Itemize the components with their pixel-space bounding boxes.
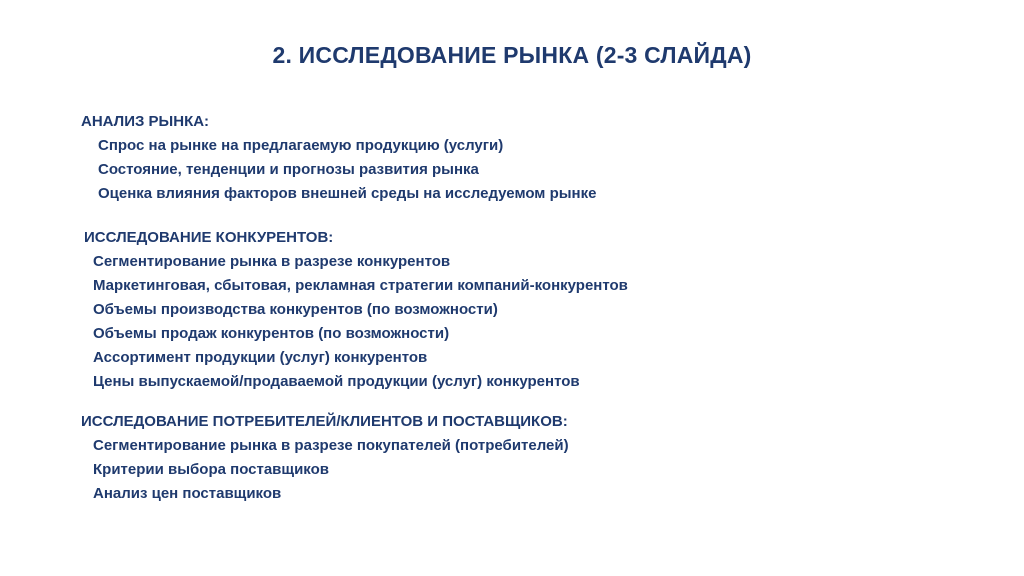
list-item: Цены выпускаемой/продаваемой продукции (услуг) конкурентов (93, 373, 580, 390)
list-item: Объемы продаж конкурентов (по возможности) (93, 325, 450, 342)
section-market-analysis (81, 110, 596, 206)
slide-title: 2. ИССЛЕДОВАНИЕ РЫНКА (2-3 СЛАЙДА) (272, 42, 752, 68)
section-heading: ИССЛЕДОВАНИЕ КОНКУРЕНТОВ: (84, 229, 334, 246)
list-item: Ассортимент продукции (услуг) конкурентов (93, 349, 428, 366)
list-item: Объемы производства конкурентов (по возможности) (93, 301, 498, 318)
list-item: Сегментирование рынка в разрезе конкурентов (93, 253, 451, 270)
section-consumer-supplier-research (81, 410, 569, 506)
list-item: Критерии выбора поставщиков (93, 461, 329, 478)
list-item: Оценка влияния факторов внешней среды на исследуемом рынке (98, 185, 597, 202)
item-list (84, 250, 628, 394)
list-item: Спрос на рынке на предлагаемую продукцию (услуги) (98, 137, 504, 154)
list-item: Состояние, тенденции и прогнозы развития рынка (98, 161, 479, 178)
item-list (81, 134, 596, 206)
list-item: Сегментирование рынка в разрезе покупателей (потребителей) (93, 437, 569, 454)
list-item: Маркетинговая, сбытовая, рекламная стратегии компаний-конкурентов (93, 277, 628, 294)
list-item: Анализ цен поставщиков (93, 485, 282, 502)
section-competitor-research (84, 226, 628, 394)
section-heading: АНАЛИЗ РЫНКА: (81, 113, 210, 130)
section-heading: ИССЛЕДОВАНИЕ ПОТРЕБИТЕЛЕЙ/КЛИЕНТОВ И ПОСТАВЩИКОВ: (81, 413, 568, 430)
item-list (81, 434, 569, 506)
